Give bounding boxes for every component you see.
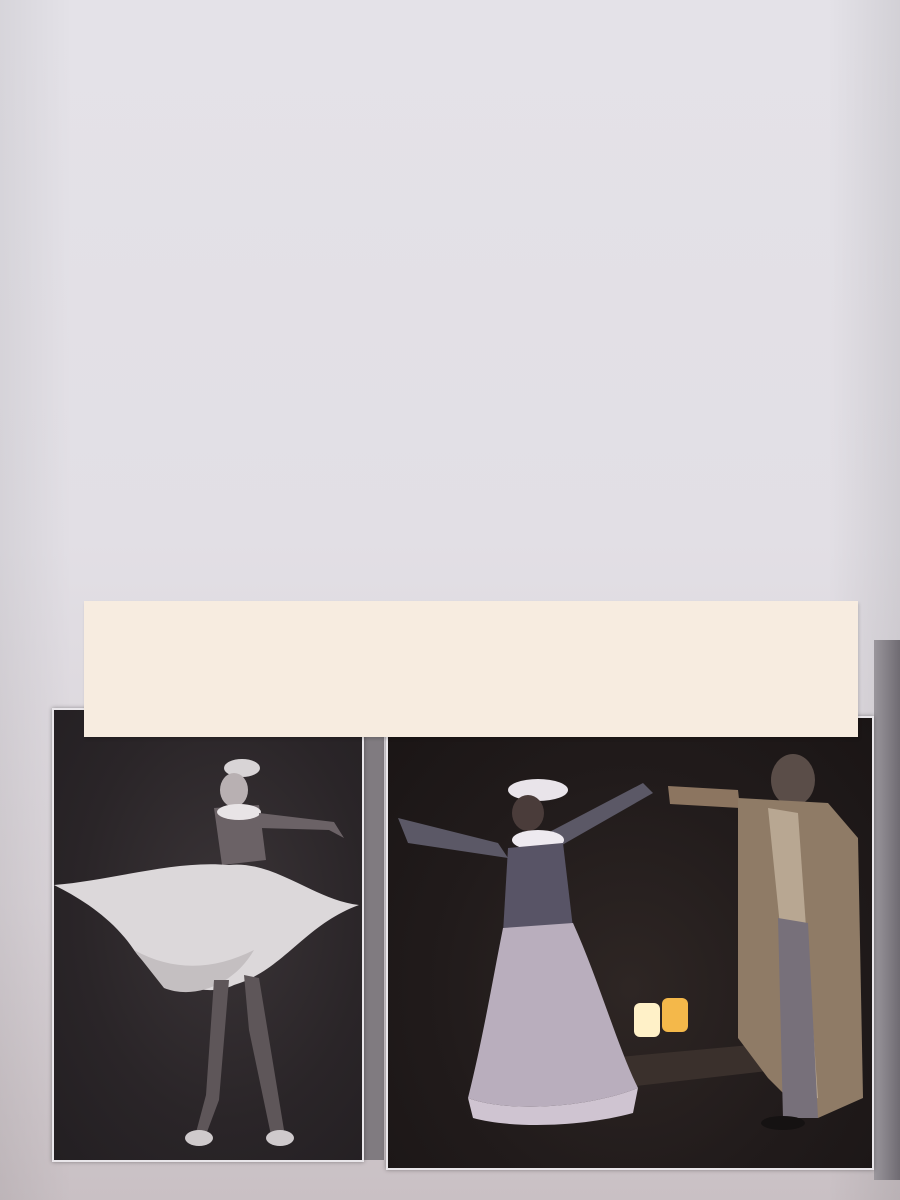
page-edge: [874, 640, 900, 1180]
photo-gutter: [364, 720, 384, 1160]
dancer-jump-illustration: [54, 710, 362, 1160]
tasks-box: [84, 601, 858, 737]
photo-ballet-couple: [386, 716, 874, 1170]
couple-dancing-illustration: [388, 718, 872, 1168]
photo-ballet-dancer-jump: [52, 708, 364, 1162]
